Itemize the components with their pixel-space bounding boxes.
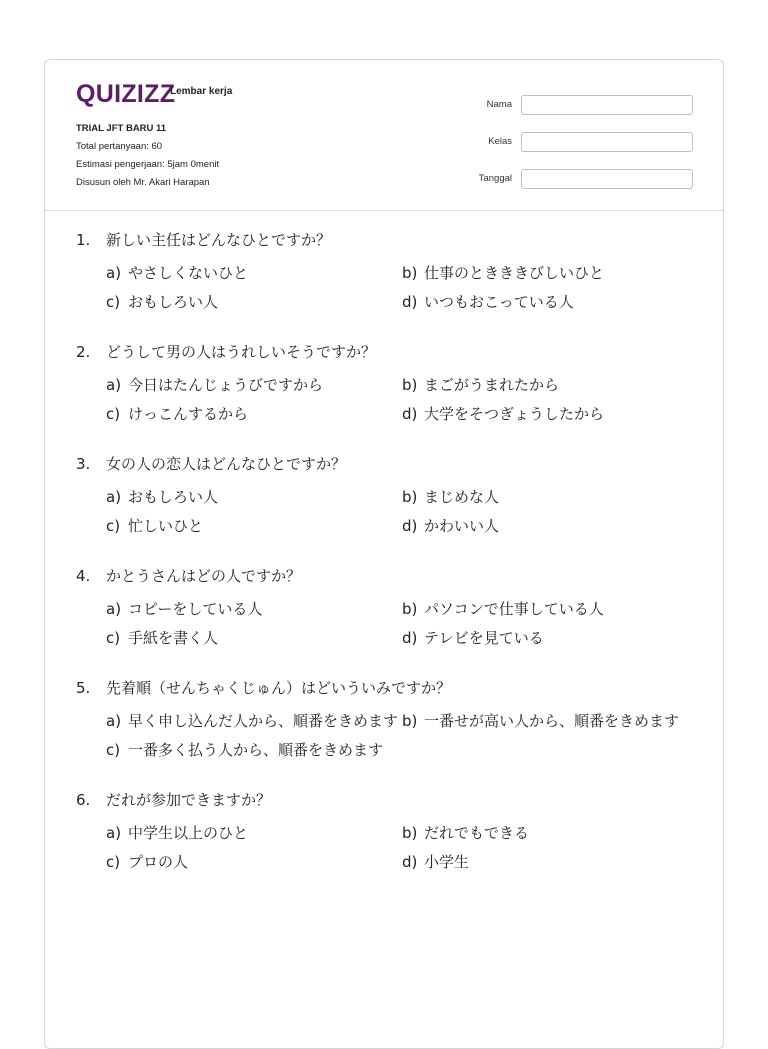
date-field-row bbox=[453, 160, 693, 197]
option-letter: d) bbox=[402, 629, 418, 647]
name-field-row bbox=[453, 86, 693, 123]
option-text: かわいい人 bbox=[424, 517, 500, 535]
option-letter: c) bbox=[106, 853, 121, 871]
question-text: 先着順（せんちゃくじゅん）はどいういみですか？ bbox=[106, 679, 452, 697]
option-letter: a) bbox=[106, 824, 122, 842]
option-letter: b) bbox=[402, 824, 418, 842]
estimated-time: Estimasi pengerjaan: 5jam 0menit bbox=[76, 159, 220, 170]
option-c[interactable] bbox=[106, 852, 402, 872]
option-letter: d) bbox=[402, 293, 418, 311]
option-text: 一番多く払う人から、順番をきめます bbox=[128, 741, 384, 759]
option-letter: d) bbox=[402, 853, 418, 871]
class-field-row bbox=[453, 123, 693, 160]
class-label: Kelas bbox=[488, 136, 512, 147]
answer-options bbox=[106, 823, 696, 872]
question-6-stem bbox=[76, 790, 696, 810]
question-number: 4. bbox=[76, 567, 91, 585]
option-d[interactable] bbox=[402, 516, 698, 536]
question-number: 1. bbox=[76, 231, 91, 249]
option-letter: a) bbox=[106, 712, 122, 730]
option-text: パソコンで仕事している人 bbox=[424, 600, 604, 618]
option-d[interactable] bbox=[402, 292, 698, 312]
option-text: まじめな人 bbox=[424, 488, 500, 506]
option-a[interactable] bbox=[106, 599, 402, 619]
option-a[interactable] bbox=[106, 711, 402, 731]
answer-options bbox=[106, 375, 696, 424]
date-label: Tanggal bbox=[478, 173, 512, 184]
option-letter: d) bbox=[402, 517, 418, 535]
option-text: コピーをしている人 bbox=[128, 600, 263, 618]
option-text: だれでもできる bbox=[424, 824, 530, 842]
option-b[interactable] bbox=[402, 599, 698, 619]
option-d[interactable] bbox=[402, 852, 698, 872]
option-text: おもしろい人 bbox=[128, 488, 219, 506]
worksheet bbox=[44, 59, 724, 1049]
question-text: 女の人の恋人はどんなひとですか？ bbox=[106, 455, 347, 473]
option-text: 大学をそつぎょうしたから bbox=[424, 405, 605, 423]
question-1 bbox=[76, 230, 696, 312]
option-b[interactable] bbox=[402, 263, 698, 283]
class-input[interactable] bbox=[521, 132, 693, 152]
option-text: おもしろい人 bbox=[128, 293, 219, 311]
option-a[interactable] bbox=[106, 263, 402, 283]
option-text: 中学生以上のひと bbox=[128, 824, 249, 842]
date-input[interactable] bbox=[521, 169, 693, 189]
option-d[interactable] bbox=[402, 404, 698, 424]
option-text: 一番せが高い人から、順番をきめます bbox=[424, 712, 680, 730]
question-2-stem bbox=[76, 342, 696, 362]
option-letter: b) bbox=[402, 376, 418, 394]
question-5-stem bbox=[76, 678, 696, 698]
name-label: Nama bbox=[486, 99, 512, 110]
question-1-stem bbox=[76, 230, 696, 250]
option-c[interactable] bbox=[106, 628, 402, 648]
option-letter: b) bbox=[402, 712, 418, 730]
option-c[interactable] bbox=[106, 740, 402, 760]
question-number: 3. bbox=[76, 455, 91, 473]
option-letter: a) bbox=[106, 600, 122, 618]
question-6 bbox=[76, 790, 696, 872]
option-text: いつもおこっている人 bbox=[424, 293, 574, 311]
sheet-type-label: Lembar kerja bbox=[170, 86, 233, 97]
option-letter: d) bbox=[402, 405, 418, 423]
option-d[interactable] bbox=[402, 628, 698, 648]
option-letter: a) bbox=[106, 376, 122, 394]
option-b[interactable] bbox=[402, 487, 698, 507]
option-letter: c) bbox=[106, 629, 121, 647]
option-text: けっこんするから bbox=[128, 405, 249, 423]
total-questions: Total pertanyaan: 60 bbox=[76, 141, 163, 152]
option-b[interactable] bbox=[402, 823, 698, 843]
option-text: やさしくないひと bbox=[128, 264, 249, 282]
question-number: 6. bbox=[76, 791, 91, 809]
option-text: 仕事のときききびしいひと bbox=[424, 264, 605, 282]
option-a[interactable] bbox=[106, 823, 402, 843]
worksheet-title: TRIAL JFT BARU 11 bbox=[76, 123, 167, 134]
option-a[interactable] bbox=[106, 487, 402, 507]
name-input[interactable] bbox=[521, 95, 693, 115]
option-letter: b) bbox=[402, 600, 418, 618]
answer-options bbox=[106, 263, 696, 312]
option-letter: c) bbox=[106, 405, 121, 423]
answer-options bbox=[106, 599, 696, 648]
question-2 bbox=[76, 342, 696, 424]
question-3-stem bbox=[76, 454, 696, 474]
question-number: 2. bbox=[76, 343, 91, 361]
answer-options bbox=[106, 711, 696, 760]
quizizz-logo: QUIZIZZ bbox=[76, 80, 176, 108]
question-text: 新しい主任はどんなひとですか？ bbox=[106, 231, 332, 249]
option-text: 忙しいひと bbox=[128, 517, 204, 535]
question-text: どうして男の人はうれしいそうですか？ bbox=[106, 343, 377, 361]
option-b[interactable] bbox=[402, 711, 698, 731]
option-c[interactable] bbox=[106, 292, 402, 312]
question-3 bbox=[76, 454, 696, 536]
question-number: 5. bbox=[76, 679, 91, 697]
answer-options bbox=[106, 487, 696, 536]
option-text: 早く申し込んだ人から、順番をきめます bbox=[128, 712, 399, 730]
worksheet-header bbox=[45, 60, 723, 211]
option-a[interactable] bbox=[106, 375, 402, 395]
question-5 bbox=[76, 678, 696, 760]
option-letter: c) bbox=[106, 293, 121, 311]
option-letter: b) bbox=[402, 264, 418, 282]
question-text: だれが参加できますか？ bbox=[106, 791, 272, 809]
option-letter: c) bbox=[106, 741, 121, 759]
option-c[interactable] bbox=[106, 404, 402, 424]
option-text: プロの人 bbox=[128, 853, 189, 871]
option-letter: a) bbox=[106, 264, 122, 282]
option-letter: c) bbox=[106, 517, 121, 535]
option-text: 小学生 bbox=[424, 853, 470, 871]
worksheet-meta bbox=[76, 120, 219, 192]
option-text: まごがうまれたから bbox=[424, 376, 560, 394]
option-text: 今日はたんじょうびですから bbox=[128, 376, 324, 394]
author: Disusun oleh Mr. Akari Harapan bbox=[76, 177, 210, 188]
question-4-stem bbox=[76, 566, 696, 586]
question-list bbox=[76, 230, 696, 902]
question-4 bbox=[76, 566, 696, 648]
option-text: 手紙を書く人 bbox=[128, 629, 219, 647]
student-info-fields bbox=[453, 86, 693, 197]
option-letter: a) bbox=[106, 488, 122, 506]
option-letter: b) bbox=[402, 488, 418, 506]
option-c[interactable] bbox=[106, 516, 402, 536]
option-b[interactable] bbox=[402, 375, 698, 395]
question-text: かとうさんはどの人ですか？ bbox=[106, 567, 302, 585]
option-text: テレビを見ている bbox=[424, 629, 544, 647]
